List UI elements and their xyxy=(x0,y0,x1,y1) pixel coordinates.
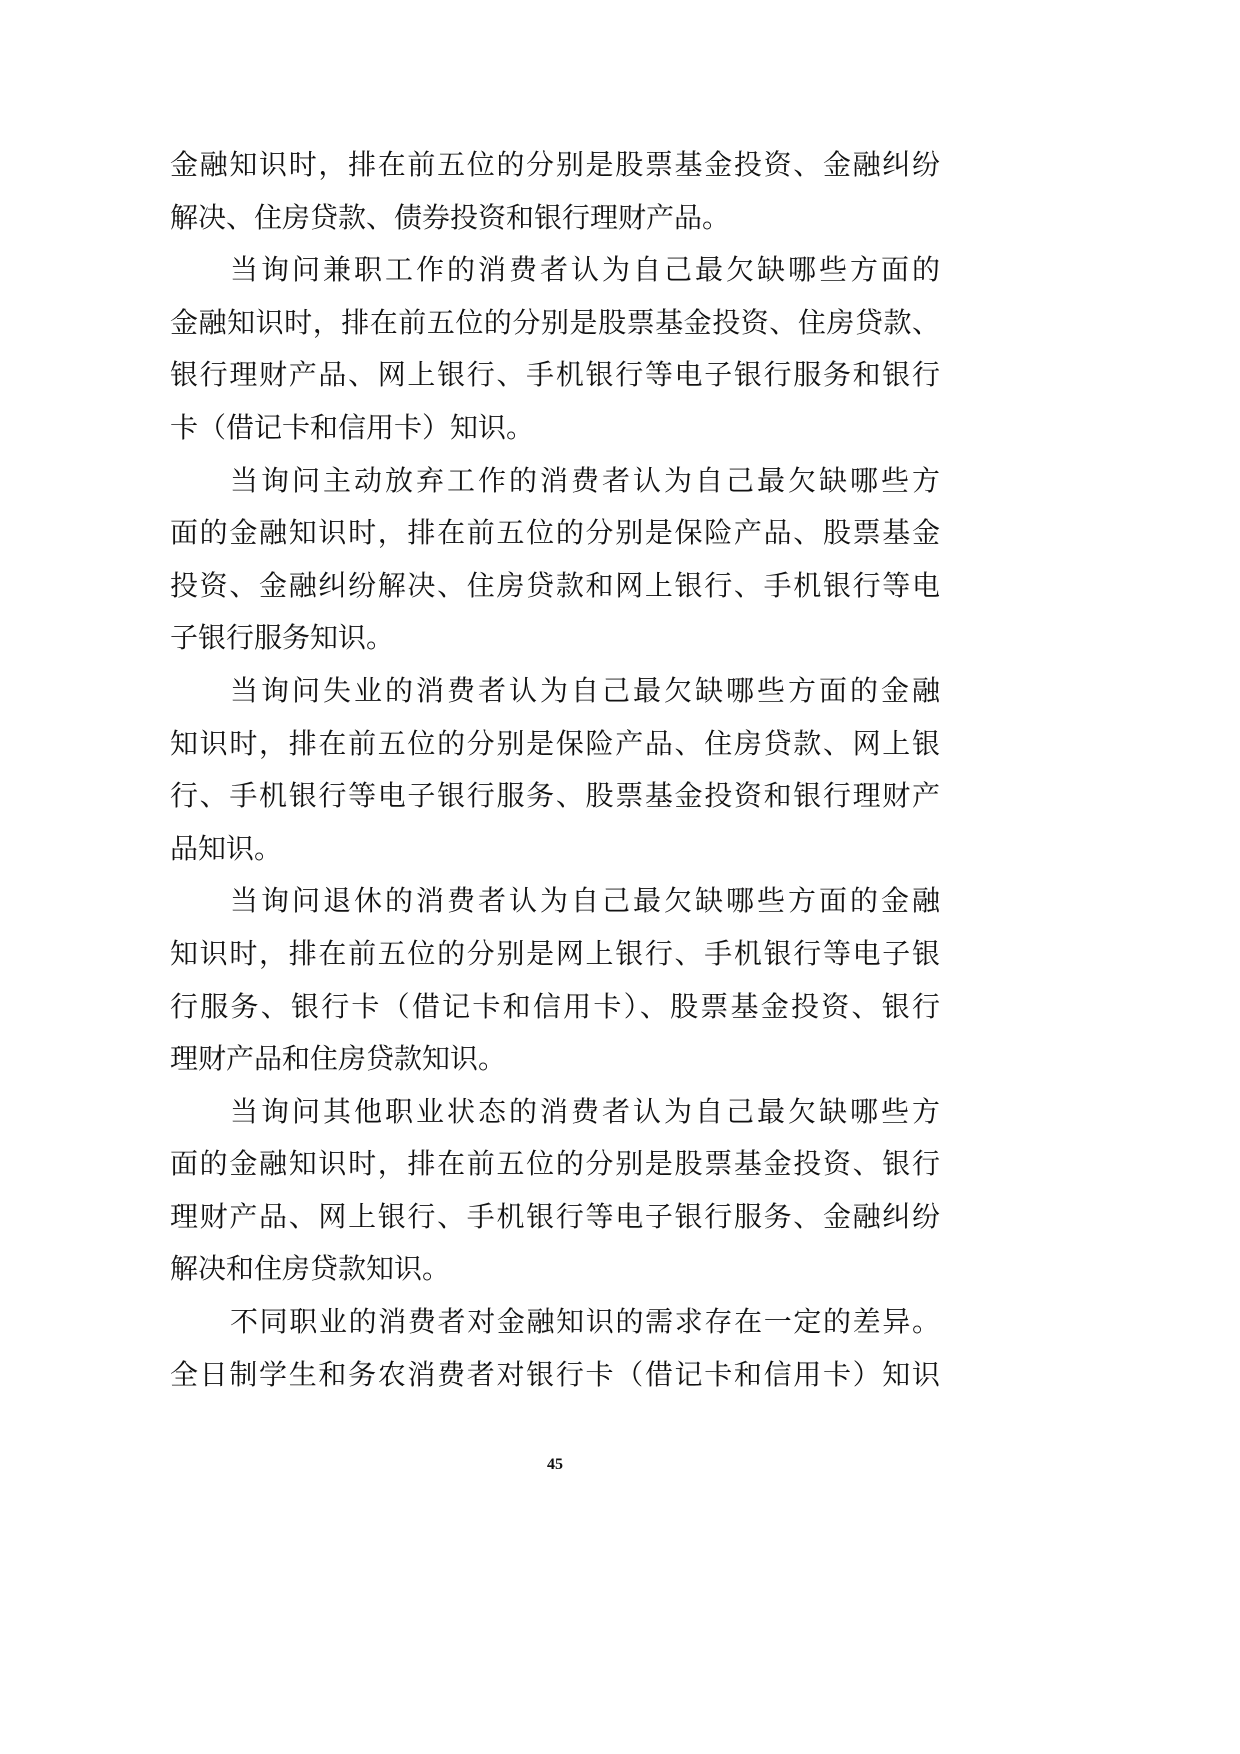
text-line: 不同职业的消费者对金融知识的需求存在一定的差异。 xyxy=(230,1305,940,1339)
text-line: 行、手机银行等电子银行服务、股票基金投资和银行理财产 xyxy=(170,779,940,813)
text-line: 当询问退休的消费者认为自己最欠缺哪些方面的金融 xyxy=(230,884,940,918)
text-line: 子银行服务知识。 xyxy=(170,621,395,655)
text-line: 面的金融知识时，排在前五位的分别是股票基金投资、银行 xyxy=(170,1147,940,1181)
paragraph xyxy=(170,244,940,454)
text-line: 全日制学生和务农消费者对银行卡（借记卡和信用卡）知识 xyxy=(170,1357,940,1391)
text-line: 理财产品和住房贷款知识。 xyxy=(170,1042,507,1076)
text-line: 当询问失业的消费者认为自己最欠缺哪些方面的金融 xyxy=(230,673,940,707)
paragraph xyxy=(170,665,940,875)
text-line: 当询问其他职业状态的消费者认为自己最欠缺哪些方 xyxy=(230,1094,940,1128)
text-line: 卡（借记卡和信用卡）知识。 xyxy=(170,410,535,444)
paragraph xyxy=(170,1086,940,1296)
text-line: 理财产品、网上银行、手机银行等电子银行服务、金融纠纷 xyxy=(170,1199,940,1233)
text-line: 行服务、银行卡（借记卡和信用卡）、股票基金投资、银行 xyxy=(170,989,940,1023)
text-line: 面的金融知识时，排在前五位的分别是保险产品、股票基金 xyxy=(170,516,940,550)
text-line: 投资、金融纠纷解决、住房贷款和网上银行、手机银行等电 xyxy=(170,568,940,602)
paragraph xyxy=(170,455,940,665)
paragraph xyxy=(170,875,940,1085)
text-line: 金融知识时，排在前五位的分别是股票基金投资、金融纠纷 xyxy=(170,148,940,181)
text-line: 金融知识时，排在前五位的分别是股票基金投资、住房贷款、 xyxy=(170,305,940,339)
text-line: 银行理财产品、网上银行、手机银行等电子银行服务和银行 xyxy=(170,358,940,392)
page-number: 45 xyxy=(547,1456,563,1473)
text-line: 当询问兼职工作的消费者认为自己最欠缺哪些方面的 xyxy=(230,253,940,287)
text-line: 解决、住房贷款、债券投资和银行理财产品。 xyxy=(170,200,731,234)
text-line: 知识时，排在前五位的分别是网上银行、手机银行等电子银 xyxy=(170,936,940,970)
paragraph xyxy=(170,1296,940,1401)
body-text xyxy=(170,139,940,1401)
text-line: 当询问主动放弃工作的消费者认为自己最欠缺哪些方 xyxy=(230,463,940,497)
text-line: 解决和住房贷款知识。 xyxy=(170,1252,451,1286)
text-line: 知识时，排在前五位的分别是保险产品、住房贷款、网上银 xyxy=(170,726,940,760)
text-line: 品知识。 xyxy=(170,831,283,865)
paragraph xyxy=(170,139,940,244)
